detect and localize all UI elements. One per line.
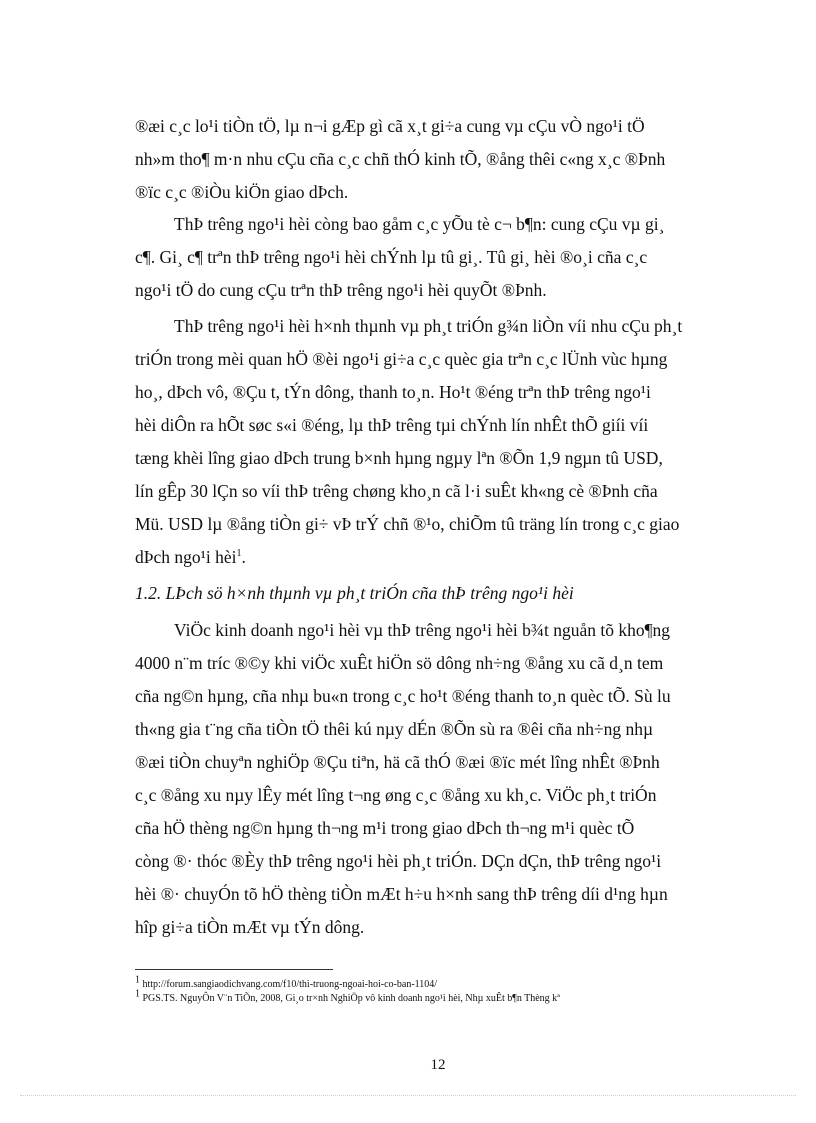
body-line: Mü. USD lµ ®ång tiÒn gi÷ vÞ trÝ chñ ®¹o, chiÕm tû träng lín trong c¸c giao xyxy=(135,514,680,534)
body-line: cña ng©n hµng, cña nhµ bu«n trong c¸c ho¹t ®éng thanh to¸n quèc tÕ. Sù lu xyxy=(135,686,671,706)
body-line-text: dÞch ngo¹i hèi xyxy=(135,547,237,567)
body-line: triÓn trong mèi quan hÖ ®èi ngo¹i gi÷a c¸c quèc gia trªn c¸c lÜnh vùc hµng xyxy=(135,349,668,369)
footnote-reference: 1 xyxy=(236,548,242,560)
body-line: hèi diÔn ra hÕt søc s«i ®éng, lµ thÞ trêng tµi chÝnh lín nhÊt thÕ giíi víi xyxy=(135,415,649,435)
body-line: c¸c ®ång xu nµy lÊy mét lîng t¬ng øng c¸c ®ång xu kh¸c. ViÖc ph¸t triÓn xyxy=(135,785,657,805)
body-line: ®æi tiÒn chuyªn nghiÖp ®Çu tiªn, hä cã thÓ ®æi ®ïc mét lîng nhÊt ®Þnh xyxy=(135,752,660,772)
body-line: cña hÖ thèng ng©n hµng th¬ng m¹i trong giao dÞch th¬ng m¹i quèc tÕ xyxy=(135,818,635,838)
section-heading: 1.2. LÞch sö h×nh thµnh vµ ph¸t triÓn cña thÞ trêng ngo¹i hèi xyxy=(135,583,574,603)
body-line: hèi ®· chuyÓn tõ hÖ thèng tiÒn mÆt h÷u h×nh sang thÞ trêng díi d¹ng hµn xyxy=(135,884,668,904)
body-line: 4000 n¨m tríc ®©y khi viÖc xuÊt hiÖn sö dông nh÷ng ®ång xu cã d¸n tem xyxy=(135,653,664,673)
body-line-last xyxy=(135,549,246,567)
body-line: ThÞ trêng ngo¹i hèi còng bao gåm c¸c yÕu tè c¬ b¶n: cung cÇu vµ gi¸ xyxy=(174,214,665,234)
body-line: ThÞ trêng ngo¹i hèi h×nh thµnh vµ ph¸t triÓn g¾n liÒn víi nhu cÇu ph¸t xyxy=(174,316,683,336)
footnote xyxy=(135,974,438,990)
body-line: ®æi c¸c lo¹i tiÒn tÖ, lµ n¬i gÆp gì cã x¸t gi÷a cung vµ cÇu vÒ ngo¹i tÖ xyxy=(135,116,645,136)
body-line: th«ng gia t¨ng cña tiÒn tÖ thêi kú nµy dÉn ®Õn sù ra ®êi cña nh÷ng nhµ xyxy=(135,719,654,739)
body-line: ®ïc c¸c ®iÒu kiÖn giao dÞch. xyxy=(135,182,349,202)
page-number: 12 xyxy=(430,1057,446,1073)
footnote-text[interactable]: http://forum.sangiaodichvang.com/f10/thi-truong-ngoai-hoi-co-ban-1104/ xyxy=(142,979,438,990)
footnote-text: PGS.TS. NguyÔn V¨n TiÕn, 2008, Gi¸o tr×nh NghiÖp vô kinh doanh ngo¹i hèi, Nhµ xuÊt b¶n Thèng kª xyxy=(142,993,560,1004)
body-line: c¶. Gi¸ c¶ trªn thÞ trêng ngo¹i hèi chÝnh lµ tû gi¸. Tû gi¸ hèi ®o¸i cña c¸c xyxy=(135,247,648,267)
body-line: ngo¹i tÖ do cung cÇu trªn thÞ trêng ngo¹i hèi quyÕt ®Þnh. xyxy=(135,280,547,300)
body-line: lín gÊp 30 lÇn so víi thÞ trêng chøng kho¸n cã l·i suÊt kh«ng cè ®Þnh cña xyxy=(135,481,658,501)
body-line: tæng khèi lîng giao dÞch trung b×nh hµng ngµy lªn ®Õn 1,9 ngµn tû USD, xyxy=(135,448,663,468)
body-line: hîp gi÷a tiÒn mÆt vµ tÝn dông. xyxy=(135,917,365,937)
body-line: nh»m tho¶ m·n nhu cÇu cña c¸c chñ thÓ kinh tÕ, ®ång thêi c«ng x¸c ®Þnh xyxy=(135,149,666,169)
footnote xyxy=(135,988,560,1004)
footnote-mark: 1 xyxy=(135,974,140,986)
page-bottom-divider xyxy=(20,1095,796,1096)
footnote-mark: 1 xyxy=(135,988,140,1000)
body-line: còng ®· thóc ®Èy thÞ trêng ngo¹i hèi ph¸t triÓn. DÇn dÇn, thÞ trêng ngo¹i xyxy=(135,851,662,871)
period: . xyxy=(241,547,246,567)
body-line: ho¸, dÞch vô, ®Çu t, tÝn dông, thanh to¸n. Ho¹t ®éng trªn thÞ trêng ngo¹i xyxy=(135,382,651,402)
body-line: ViÖc kinh doanh ngo¹i hèi vµ thÞ trêng ngo¹i hèi b¾t nguån tõ kho¶ng xyxy=(174,620,671,640)
footnote-separator xyxy=(135,969,333,970)
